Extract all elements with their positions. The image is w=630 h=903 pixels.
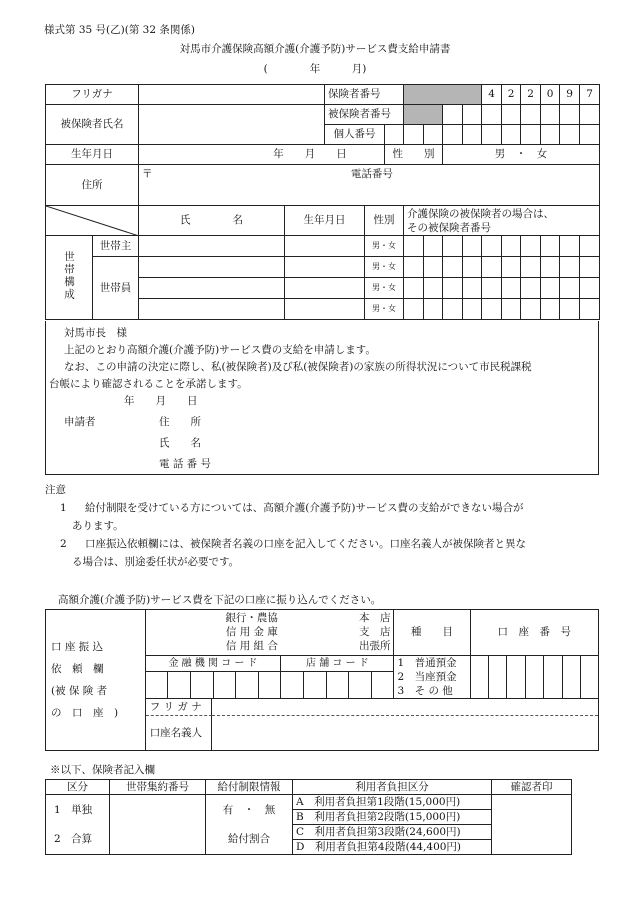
notes-heading: 注意 xyxy=(45,484,66,496)
branch-code-digit[interactable] xyxy=(303,671,326,698)
bank-label-line: 依 頼 欄 xyxy=(51,663,104,675)
branch-code-label: 店 舗 コ ー ド xyxy=(281,656,394,672)
household-birth-field[interactable] xyxy=(285,278,365,299)
insurer-number-gray xyxy=(404,85,482,105)
household-digit[interactable] xyxy=(443,299,463,320)
furigana-label: フリガナ xyxy=(46,85,139,105)
branch-code-digit[interactable] xyxy=(349,671,372,698)
household-number-header xyxy=(404,206,600,236)
bank-table xyxy=(45,609,599,751)
household-gender-header: 性別 xyxy=(365,206,404,236)
personal-digit[interactable] xyxy=(580,125,600,145)
inst-type: 銀行・農協 xyxy=(225,612,278,624)
form-number: 様式第 35 号(乙)(第 32 条関係) xyxy=(44,24,195,36)
diagonal-cell xyxy=(46,206,139,236)
household-digit[interactable] xyxy=(560,299,580,320)
household-label xyxy=(46,236,93,320)
branch-code-digit[interactable] xyxy=(371,671,394,698)
insured-name-field[interactable] xyxy=(139,105,325,145)
account-digit[interactable] xyxy=(488,656,506,699)
household-digit[interactable] xyxy=(482,257,502,278)
personal-digit[interactable] xyxy=(541,125,560,145)
household-label-text: 世帯構成 xyxy=(63,250,76,301)
birth-label: 生年月日 xyxy=(46,145,139,165)
household-name-field[interactable] xyxy=(139,299,285,320)
institution-code-digit[interactable] xyxy=(213,671,236,698)
household-digit[interactable] xyxy=(502,236,521,257)
account-number-header: 口 座 番 号 xyxy=(470,610,599,656)
household-digit[interactable] xyxy=(541,257,560,278)
insurer-digit: 0 xyxy=(541,85,560,105)
household-name-field[interactable] xyxy=(139,278,285,299)
personal-digit[interactable] xyxy=(443,125,463,145)
institution-code-digit[interactable] xyxy=(168,671,191,698)
declaration-line3: 台帳により確認されることを承諾します。 xyxy=(49,378,248,390)
declaration-line1: 上記のとおり高額介護(介護予防)サービス費の支給を申請します。 xyxy=(64,344,376,356)
personal-digit[interactable] xyxy=(482,125,502,145)
household-digit[interactable] xyxy=(443,278,463,299)
insured-digit[interactable] xyxy=(521,105,541,125)
household-digit[interactable] xyxy=(521,299,541,320)
branch-type: 本 店 xyxy=(358,612,391,624)
account-digit[interactable] xyxy=(525,656,543,699)
household-digit[interactable] xyxy=(404,257,424,278)
holder-furigana-field[interactable] xyxy=(212,699,598,716)
household-digit[interactable] xyxy=(521,257,541,278)
household-digit[interactable] xyxy=(443,257,463,278)
institution-code-digit[interactable] xyxy=(145,671,168,698)
household-digit[interactable] xyxy=(560,257,580,278)
account-digit[interactable] xyxy=(544,656,562,699)
account-type-option[interactable]: 2 当座預金 xyxy=(397,671,457,683)
category-single[interactable]: 1 単独 xyxy=(46,795,110,825)
account-type-option[interactable]: 1 普通預金 xyxy=(397,657,457,669)
household-digit[interactable] xyxy=(424,299,443,320)
household-digit[interactable] xyxy=(463,299,482,320)
household-name-header: 氏 名 xyxy=(139,206,285,236)
personal-digit[interactable] xyxy=(385,125,404,145)
holder-name-field[interactable] xyxy=(212,716,598,750)
insurer-digit: 9 xyxy=(560,85,580,105)
household-digit[interactable] xyxy=(541,278,560,299)
insurer-heading: ※以下、保険者記入欄 xyxy=(50,764,155,776)
burden-option[interactable]: A 利用者負担第1段階(15,000円) xyxy=(293,795,492,810)
institution-code-digit[interactable] xyxy=(190,671,213,698)
household-digit[interactable] xyxy=(521,278,541,299)
burden-option[interactable]: B 利用者負担第2段階(15,000円) xyxy=(293,810,492,825)
insured-digit[interactable] xyxy=(541,105,560,125)
holder-label: 口座名義人 xyxy=(146,716,212,750)
phone-label: 電話番号 xyxy=(350,168,393,180)
personal-digit[interactable] xyxy=(560,125,580,145)
household-name-field[interactable] xyxy=(139,236,285,257)
head-label: 世帯主 xyxy=(93,236,139,257)
household-digit[interactable] xyxy=(560,236,580,257)
personal-number-label: 個人番号 xyxy=(325,125,385,145)
bank-label-line: 口 座 振 込 xyxy=(51,641,104,653)
household-birth-header: 生年月日 xyxy=(285,206,365,236)
insurer-number-label: 保険者番号 xyxy=(325,85,404,105)
account-holder-cell xyxy=(145,699,598,751)
diagonal-line xyxy=(46,206,139,236)
branch-name-field[interactable] xyxy=(281,610,394,656)
branch-code-digit[interactable] xyxy=(281,671,304,698)
household-birth-field[interactable] xyxy=(285,257,365,278)
bank-label-line: (被 保 険 者 xyxy=(51,685,108,697)
household-digit[interactable] xyxy=(482,236,502,257)
branch-type: 支 店 xyxy=(358,626,391,638)
account-digit[interactable] xyxy=(470,656,488,699)
household-name-field[interactable] xyxy=(139,257,285,278)
household-birth-field[interactable] xyxy=(285,299,365,320)
inst-type: 信 用 組 合 xyxy=(225,640,278,652)
insured-digit[interactable] xyxy=(560,105,580,125)
group-number-field[interactable] xyxy=(110,795,206,855)
inst-type: 信 用 金 庫 xyxy=(225,626,278,638)
household-digit[interactable] xyxy=(482,299,502,320)
restriction-yesno[interactable]: 有 ・ 無 xyxy=(206,795,293,825)
institution-code-digit[interactable] xyxy=(258,671,281,698)
household-digit[interactable] xyxy=(424,278,443,299)
note-1-line1: 給付制限を受けている方については、高額介護(介護予防)サービス費の支給ができない場合が xyxy=(85,502,524,514)
benefit-rate[interactable]: 給付割合 xyxy=(206,825,293,855)
household-digit[interactable] xyxy=(580,257,600,278)
personal-digit[interactable] xyxy=(502,125,521,145)
account-type-option[interactable]: 3 そ の 他 xyxy=(397,685,453,697)
household-digit[interactable] xyxy=(580,299,600,320)
furigana-label: フ リ ガ ナ xyxy=(146,699,212,716)
household-digit[interactable] xyxy=(463,257,482,278)
household-digit[interactable] xyxy=(502,278,521,299)
household-digit[interactable] xyxy=(463,278,482,299)
member-label: 世帯員 xyxy=(93,257,139,320)
household-birth-field[interactable] xyxy=(285,236,365,257)
household-digit[interactable] xyxy=(424,236,443,257)
household-digit[interactable] xyxy=(482,278,502,299)
seal-field[interactable] xyxy=(492,795,572,855)
declaration-box xyxy=(45,321,599,475)
personal-digit[interactable] xyxy=(463,125,482,145)
household-digit[interactable] xyxy=(541,236,560,257)
household-digit[interactable] xyxy=(541,299,560,320)
household-gender-field[interactable]: 男・女 xyxy=(365,236,404,257)
household-digit[interactable] xyxy=(580,278,600,299)
household-digit[interactable] xyxy=(424,257,443,278)
insured-digit[interactable] xyxy=(463,105,482,125)
insurer-table xyxy=(45,779,572,855)
institution-code-label: 金 融 機 関 コ ー ド xyxy=(145,656,281,672)
account-type-header: 種 目 xyxy=(394,610,470,656)
household-digit[interactable] xyxy=(502,257,521,278)
insured-digit[interactable] xyxy=(580,105,600,125)
postal-mark: 〒 xyxy=(142,168,153,180)
account-digit[interactable] xyxy=(581,656,599,699)
household-gender-field[interactable]: 男・女 xyxy=(365,299,404,320)
household-digit[interactable] xyxy=(580,236,600,257)
account-digit[interactable] xyxy=(562,656,580,699)
account-digit[interactable] xyxy=(507,656,525,699)
bank-label-line: の 口 座 ) xyxy=(51,707,119,719)
applicant-address[interactable]: 住 所 xyxy=(159,416,201,428)
account-type-options[interactable] xyxy=(394,656,470,699)
insured-digit[interactable] xyxy=(482,105,502,125)
household-gender-field[interactable]: 男・女 xyxy=(365,278,404,299)
note-2-number: 2 xyxy=(60,538,67,550)
institution-name-field[interactable] xyxy=(145,610,281,656)
insurer-digit: 4 xyxy=(482,85,502,105)
declaration-line2: なお、この申請の決定に際し、私(被保険者)及び私(被保険者)の家族の所得状況について市民税課税 xyxy=(64,361,532,373)
address-label: 住所 xyxy=(46,165,139,206)
insurer-digit: 2 xyxy=(521,85,541,105)
household-digit[interactable] xyxy=(404,236,424,257)
insured-number-gray xyxy=(404,105,443,125)
applicant-label: 申請者 xyxy=(64,416,96,428)
burden-option[interactable]: D 利用者負担第4段階(44,400円) xyxy=(293,840,492,855)
branch-type: 出張所 xyxy=(358,640,391,652)
note-2-line1: 口座振込依頼欄には、被保険者名義の口座を記入してください。口座名義人が被保険者と異な xyxy=(85,538,526,550)
household-digit[interactable] xyxy=(521,236,541,257)
bank-label xyxy=(46,610,146,751)
household-digit[interactable] xyxy=(463,236,482,257)
branch-code-digit[interactable] xyxy=(326,671,349,698)
applicant-name[interactable]: 氏 名 xyxy=(159,437,201,449)
period-field[interactable]: ( 年 月) xyxy=(263,63,367,75)
bank-intro: 高額介護(介護予防)サービス費を下記の口座に振り込んでください。 xyxy=(58,594,382,606)
page-title: 対馬市介護保険高額介護(介護予防)サービス費支給申請書 xyxy=(179,43,451,55)
burden-option[interactable]: C 利用者負担第3段階(24,600円) xyxy=(293,825,492,840)
seal-header: 確認者印 xyxy=(492,780,572,795)
note-line: その被保険者番号 xyxy=(407,221,492,234)
applicant-phone[interactable]: 電 話 番 号 xyxy=(159,458,212,470)
household-digit[interactable] xyxy=(404,278,424,299)
note-2-line2: る場合は、別途委任状が必要です。 xyxy=(72,556,240,568)
insured-name-label: 被保険者氏名 xyxy=(46,105,139,145)
personal-digit[interactable] xyxy=(521,125,541,145)
category-header: 区分 xyxy=(46,780,110,795)
birth-field[interactable]: 年 月 日 xyxy=(139,145,385,165)
note-1-number: 1 xyxy=(60,502,67,514)
insurer-digit: 2 xyxy=(502,85,521,105)
insured-digit[interactable] xyxy=(443,105,463,125)
insured-digit[interactable] xyxy=(502,105,521,125)
note-1-line2: あります。 xyxy=(72,520,124,532)
address-field[interactable] xyxy=(139,165,600,206)
gender-field[interactable]: 男 ・ 女 xyxy=(443,145,600,165)
applicant-table xyxy=(45,84,600,320)
category-combined[interactable]: 2 合算 xyxy=(46,825,110,855)
personal-digit[interactable] xyxy=(404,125,424,145)
household-gender-field[interactable]: 男・女 xyxy=(365,257,404,278)
insured-number-label: 被保険者番号 xyxy=(325,105,404,125)
gender-label: 性 別 xyxy=(385,145,443,165)
household-digit[interactable] xyxy=(560,278,580,299)
note-line: 介護保険の被保険者の場合は、 xyxy=(407,207,555,220)
addressee: 対馬市長 様 xyxy=(64,327,127,339)
insurer-digit: 7 xyxy=(580,85,600,105)
group-number-header: 世帯集約番号 xyxy=(110,780,206,795)
burden-header: 利用者負担区分 xyxy=(293,780,492,795)
restriction-header: 給付制限情報 xyxy=(206,780,293,795)
institution-code-digit[interactable] xyxy=(236,671,259,698)
household-digit[interactable] xyxy=(404,299,424,320)
declaration-date[interactable]: 年 月 日 xyxy=(124,395,198,407)
personal-digit[interactable] xyxy=(424,125,443,145)
household-digit[interactable] xyxy=(443,236,463,257)
household-digit[interactable] xyxy=(502,299,521,320)
furigana-field[interactable] xyxy=(139,85,325,105)
